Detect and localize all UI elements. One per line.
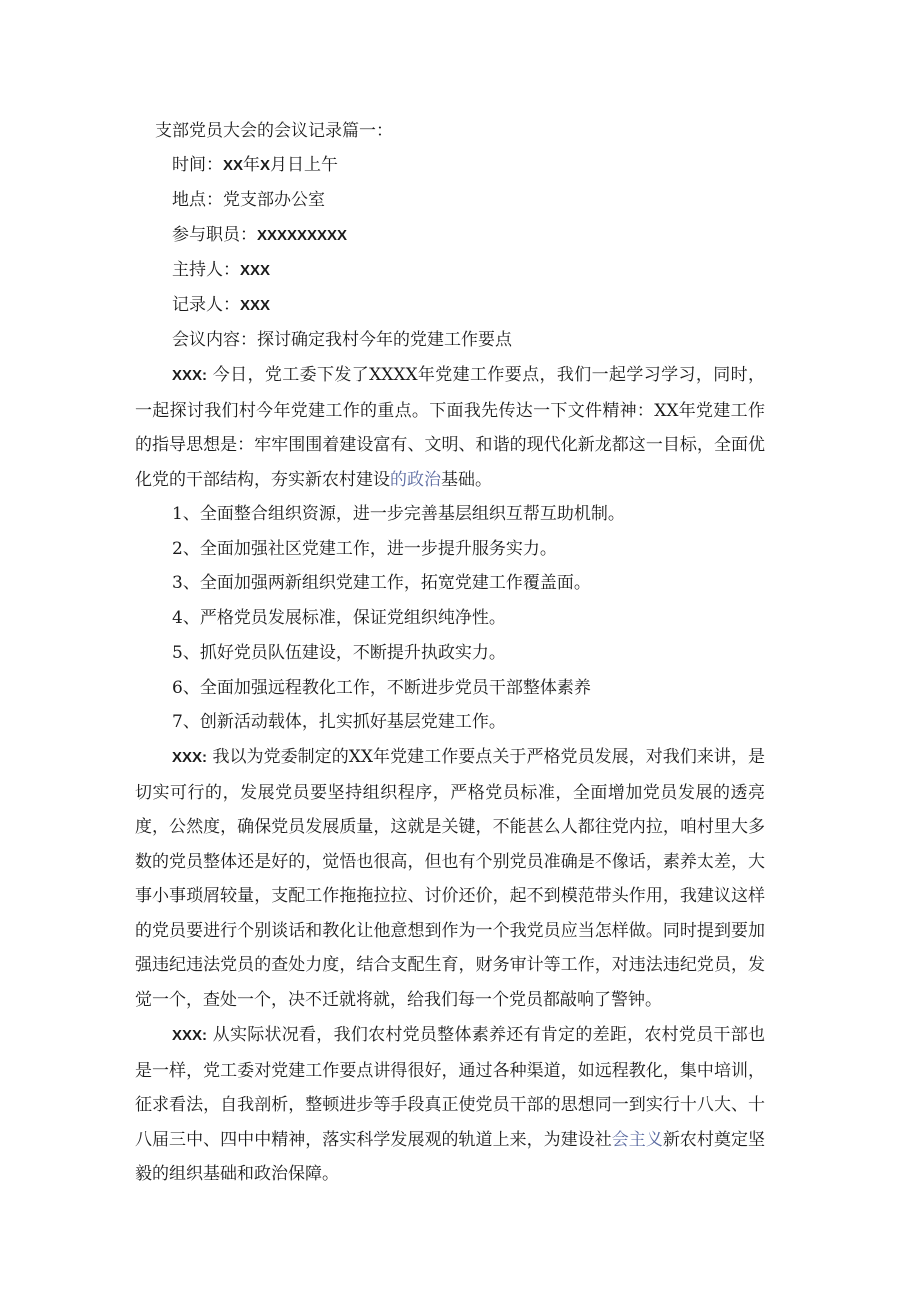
speech-1-link[interactable]: 的政治 [390,469,441,490]
list-item: 5、抓好党员队伍建设，不断提升执政实力。 [172,643,506,663]
meeting-host [172,253,270,288]
time-value-nian: 年 [243,155,261,175]
time-value-month: X [260,157,271,174]
speech-1-text-a: 今日，党工委下发了XXXX年党建工作要点，我们一起学习学习，同时，一起探讨我们村今年党建工作的重点。下面我先传达一下文件精神：XX年党建工作的指导思想是：牢牢围围着建设富有、文明、和谐的现代化新龙都这一目标，全面优化党的干部结构，夯实新农村建设 [135,365,765,490]
list-item: 6、全面加强远程教化工作，不断进步党员干部整体素养 [172,678,591,698]
speech-1-text-b: 基础。 [441,469,492,490]
speech-paragraph-3 [135,1018,765,1192]
host-value: XXX [240,262,271,279]
speaker-1: XXX: [172,367,208,384]
time-value-rest: 月日上午 [270,155,339,175]
meeting-attendees [172,218,347,253]
list-item: 3、全面加强两新组织党建工作，拓宽党建工作覆盖面。 [172,573,591,593]
speech-paragraph-2 [135,740,765,1017]
recorder-value: XXX [240,297,271,314]
list-item: 7、创新活动载体，扎实抓好基层党建工作。 [172,712,506,732]
host-label: 主持人： [172,260,240,280]
speech-2-text: 我以为党委制定的XX年党建工作要点关于严格党员发展，对我们来讲，是切实可行的，发展党员要坚持组织程序，严格党员标准，全面增加党员发展的透亮度，公然度，确保党员发展质量，这就是关键，不能甚么人都往党内拉，咱村里大多数的党员整体还是好的，觉悟也很高，但也有个别党员准确是不像话，素养太差，大事小事琐屑较量，支配工作拖拖拉拉、讨价还价，起不到模范带头作用，我建议这样的党员要进行个别谈话和教化让他意想到作为一个我党员应当怎样做。同时提到要加强违纪违法党员的查处力度，结合支配生育，财务审计等工作，对违法违纪党员，发觉一个，查处一个，决不迁就将就，给我们每一个党员都敲响了警钟。 [135,747,765,1010]
attendees-label: 参与职员： [172,225,257,245]
attendees-value: XXXXXXXXX [257,227,348,244]
time-label: 时间： [172,155,223,175]
meeting-place: 地点：党支部办公室 [172,190,325,210]
speech-paragraph-1 [135,358,765,497]
meeting-time [172,148,338,183]
list-item: 1、全面整合组织资源，进一步完善基层组织互帮互助机制。 [172,504,625,524]
meeting-content: 会议内容：探讨确定我村今年的党建工作要点 [172,330,512,350]
speech-3-link[interactable]: 会主义 [611,1129,663,1150]
speaker-3: XXX: [172,1027,208,1044]
speech-3-text-a: 从实际状况看，我们农村党员整体素养还有肯定的差距，农村党员干部也是一样，党工委对党建工作要点讲得很好，通过各种渠道，如远程教化，集中培训，征求看法，自我剖析，整顿进步等手段真正使党员干部的思想同一到实行十八大、十八届三中、四中中精神，落实科学发展观的轨道上来，为建设社 [135,1025,765,1150]
recorder-label: 记录人： [172,295,240,315]
speech-3-text-b: 新农村奠定坚毅的组织基础和政治保障。 [135,1129,766,1184]
list-item: 4、严格党员发展标准，保证党组织纯净性。 [172,608,506,628]
document-title: 支部党员大会的会议记录篇一： [155,121,393,141]
speaker-2: XXX: [172,749,208,766]
meeting-recorder [172,288,270,323]
list-item: 2、全面加强社区党建工作，进一步提升服务实力。 [172,539,557,559]
time-value-year: XX [223,157,244,174]
